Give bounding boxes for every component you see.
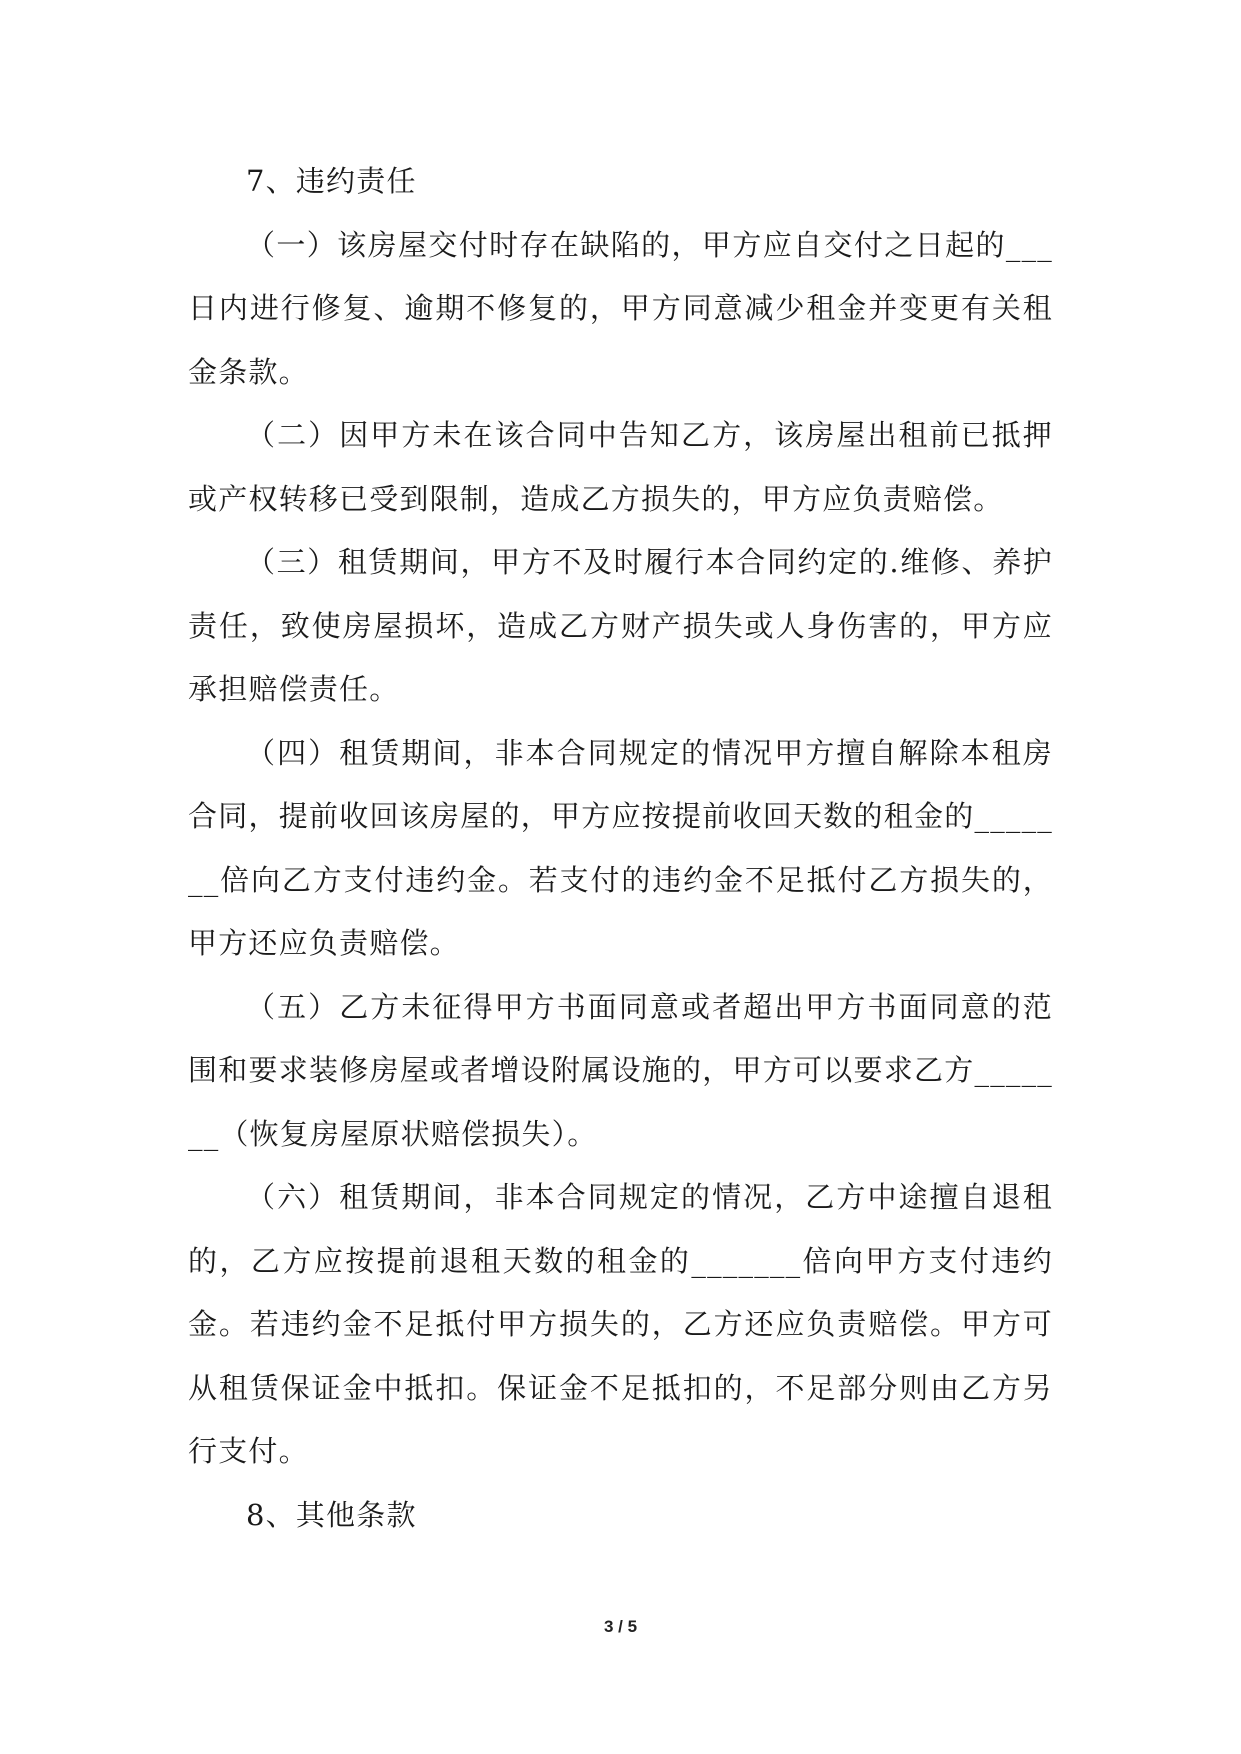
document-body (188, 150, 1053, 1547)
clause-paragraph: （六）租赁期间，非本合同规定的情况，乙方中途擅自退租的，乙方应按提前退租天数的租金的_______倍向甲方支付违约金。若违约金不足抵付甲方损失的，乙方还应负责赔偿。甲方可从租赁保证金中抵扣。保证金不足抵扣的，不足部分则由乙方另行支付。 (188, 1180, 1053, 1468)
clause-paragraph: （二）因甲方未在该合同中告知乙方，该房屋出租前已抵押或产权转移已受到限制，造成乙方损失的，甲方应负责赔偿。 (188, 418, 1053, 516)
clause-paragraph: （三）租赁期间，甲方不及时履行本合同约定的.维修、养护责任，致使房屋损坏，造成乙方财产损失或人身伤害的，甲方应承担赔偿责任。 (188, 545, 1053, 706)
section-heading-breach-liability: 7、违约责任 (246, 164, 417, 198)
clause-paragraph: （一）该房屋交付时存在缺陷的，甲方应自交付之日起的___日内进行修复、逾期不修复的，甲方同意减少租金并变更有关租金条款。 (188, 227, 1053, 389)
section-heading-other-terms: 8、其他条款 (246, 1497, 417, 1532)
page-number: 3 / 5 (603, 1617, 638, 1636)
clause-paragraph: （四）租赁期间，非本合同规定的情况甲方擅自解除本租房合同，提前收回该房屋的，甲方应按提前收回天数的租金的_______倍向乙方支付违约金。若支付的违约金不足抵付乙方损失的，甲方还应负责赔偿。 (188, 735, 1053, 960)
clause-paragraph: （五）乙方未征得甲方书面同意或者超出甲方书面同意的范围和要求装修房屋或者增设附属设施的，甲方可以要求乙方_______（恢复房屋原状赔偿损失）。 (188, 989, 1053, 1151)
